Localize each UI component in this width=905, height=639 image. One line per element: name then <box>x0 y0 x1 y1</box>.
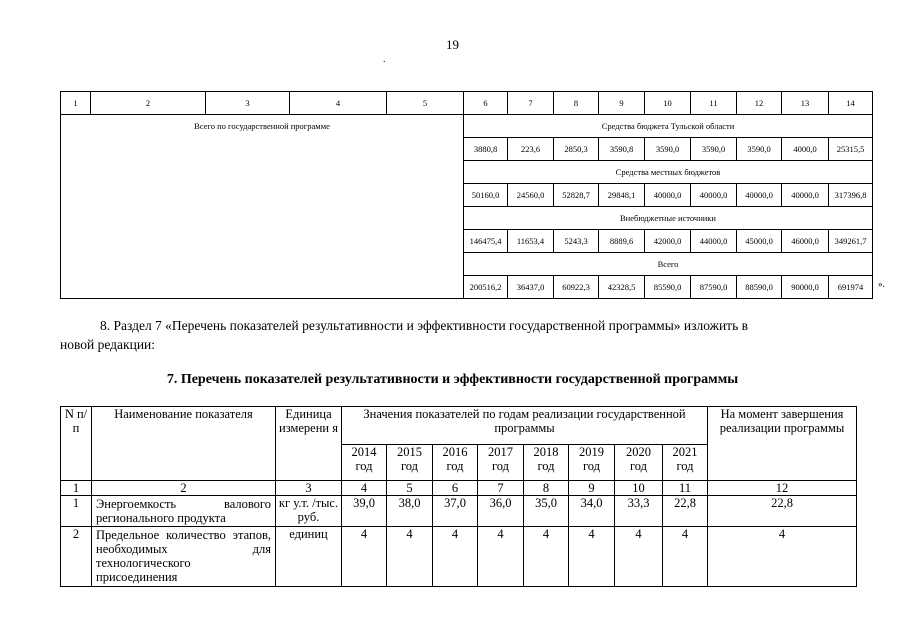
value-cell: 4 <box>342 527 387 587</box>
year-header: 2021 год <box>663 445 708 481</box>
indicator-unit: кг у.т. /тыс. руб. <box>276 496 342 527</box>
col-header: 11 <box>691 92 737 115</box>
cell: 24560,0 <box>508 184 554 207</box>
cell: 8889,6 <box>599 230 645 253</box>
header-values: Значения показателей по годам реализации государственной программы <box>342 407 708 445</box>
cell: 36437,0 <box>508 276 554 299</box>
year-header: 2018 год <box>524 445 569 481</box>
header-unit: Единица измерени я <box>276 407 342 481</box>
section-title: Средства бюджета Тульской области <box>464 115 873 138</box>
cell: 3590,8 <box>599 138 645 161</box>
col-header: 14 <box>829 92 873 115</box>
col-number: 6 <box>433 481 478 496</box>
col-header: 1 <box>61 92 91 115</box>
year-header: 2017 год <box>478 445 524 481</box>
col-number: 2 <box>92 481 276 496</box>
col-header: 2 <box>91 92 206 115</box>
section-heading: 7. Перечень показателей результативности и эффективности государственной программы <box>166 372 739 387</box>
indicator-name: Энергоемкость валового регионального продукта <box>92 496 276 527</box>
value-cell: 39,0 <box>342 496 387 527</box>
indicators-table <box>60 406 857 587</box>
value-cell: 4 <box>387 527 433 587</box>
budget-table <box>60 91 873 299</box>
cell: 40000,0 <box>645 184 691 207</box>
value-cell: 36,0 <box>478 496 524 527</box>
total-program-label: Всего по государственной программе <box>61 115 464 299</box>
cell: 3590,0 <box>645 138 691 161</box>
header-row <box>61 92 873 115</box>
col-header: 13 <box>782 92 829 115</box>
indicator-name: Предельное количество этапов, необходимых для технологического присоединения <box>92 527 276 587</box>
year-header: 2016 год <box>433 445 478 481</box>
col-number: 5 <box>387 481 433 496</box>
cell: 3880,8 <box>464 138 508 161</box>
paragraph-line: новой редакции: <box>60 337 156 352</box>
year-header: 2015 год <box>387 445 433 481</box>
cell: 3590,0 <box>691 138 737 161</box>
cell: 349261,7 <box>829 230 873 253</box>
value-cell: 4 <box>615 527 663 587</box>
header-num: N п/п <box>61 407 92 481</box>
col-number: 1 <box>61 481 92 496</box>
cell: 42000,0 <box>645 230 691 253</box>
cell: 691974 <box>829 276 873 299</box>
value-cell: 34,0 <box>569 496 615 527</box>
cell: 223,6 <box>508 138 554 161</box>
col-number: 10 <box>615 481 663 496</box>
col-header: 10 <box>645 92 691 115</box>
value-cell: 37,0 <box>433 496 478 527</box>
row-number: 2 <box>61 527 92 587</box>
year-header: 2019 год <box>569 445 615 481</box>
cell: 40000,0 <box>737 184 782 207</box>
value-cell: 4 <box>433 527 478 587</box>
cell: 90000,0 <box>782 276 829 299</box>
col-number: 12 <box>708 481 857 496</box>
table-row <box>61 527 857 587</box>
cell: 44000,0 <box>691 230 737 253</box>
scan-mark: . <box>383 54 386 65</box>
col-number: 9 <box>569 481 615 496</box>
cell: 87590,0 <box>691 276 737 299</box>
col-header: 6 <box>464 92 508 115</box>
cell: 40000,0 <box>691 184 737 207</box>
cell: 40000,0 <box>782 184 829 207</box>
cell: 29848,1 <box>599 184 645 207</box>
col-number: 7 <box>478 481 524 496</box>
value-cell: 4 <box>569 527 615 587</box>
cell: 200516,2 <box>464 276 508 299</box>
cell: 42328,5 <box>599 276 645 299</box>
section-title: Внебюджетные источники <box>464 207 873 230</box>
value-cell: 33,3 <box>615 496 663 527</box>
header-name: Наименование показателя <box>92 407 276 481</box>
col-number: 4 <box>342 481 387 496</box>
col-number: 3 <box>276 481 342 496</box>
table-row <box>61 496 857 527</box>
value-cell: 4 <box>478 527 524 587</box>
final-value: 4 <box>708 527 857 587</box>
amendment-paragraph <box>60 316 840 354</box>
section-title: Всего <box>464 253 873 276</box>
final-value: 22,8 <box>708 496 857 527</box>
value-cell: 38,0 <box>387 496 433 527</box>
col-header: 12 <box>737 92 782 115</box>
column-number-row <box>61 481 857 496</box>
closing-quote: ». <box>878 279 885 289</box>
row-number: 1 <box>61 496 92 527</box>
cell: 11653,4 <box>508 230 554 253</box>
cell: 25315,5 <box>829 138 873 161</box>
year-header: 2020 год <box>615 445 663 481</box>
col-header: 9 <box>599 92 645 115</box>
value-cell: 4 <box>663 527 708 587</box>
value-cell: 22,8 <box>663 496 708 527</box>
cell: 146475,4 <box>464 230 508 253</box>
year-header: 2014 год <box>342 445 387 481</box>
value-cell: 35,0 <box>524 496 569 527</box>
cell: 60922,3 <box>554 276 599 299</box>
col-header: 4 <box>290 92 387 115</box>
cell: 85590,0 <box>645 276 691 299</box>
col-header: 3 <box>206 92 290 115</box>
value-cell: 4 <box>524 527 569 587</box>
cell: 2850,3 <box>554 138 599 161</box>
header-final: На момент завершения реализации программы <box>708 407 857 481</box>
cell: 5243,3 <box>554 230 599 253</box>
cell: 50160,0 <box>464 184 508 207</box>
cell: 3590,0 <box>737 138 782 161</box>
indicator-unit: единиц <box>276 527 342 587</box>
section-title: Средства местных бюджетов <box>464 161 873 184</box>
cell: 52828,7 <box>554 184 599 207</box>
paragraph-line: 8. Раздел 7 «Перечень показателей результативности и эффективности государственной программы» изложить в <box>100 318 748 333</box>
cell: 317396,8 <box>829 184 873 207</box>
cell: 45000,0 <box>737 230 782 253</box>
col-number: 8 <box>524 481 569 496</box>
page-number: 19 <box>446 37 459 52</box>
cell: 46000,0 <box>782 230 829 253</box>
col-header: 5 <box>387 92 464 115</box>
cell: 4000,0 <box>782 138 829 161</box>
cell: 88590,0 <box>737 276 782 299</box>
col-header: 7 <box>508 92 554 115</box>
col-header: 8 <box>554 92 599 115</box>
col-number: 11 <box>663 481 708 496</box>
